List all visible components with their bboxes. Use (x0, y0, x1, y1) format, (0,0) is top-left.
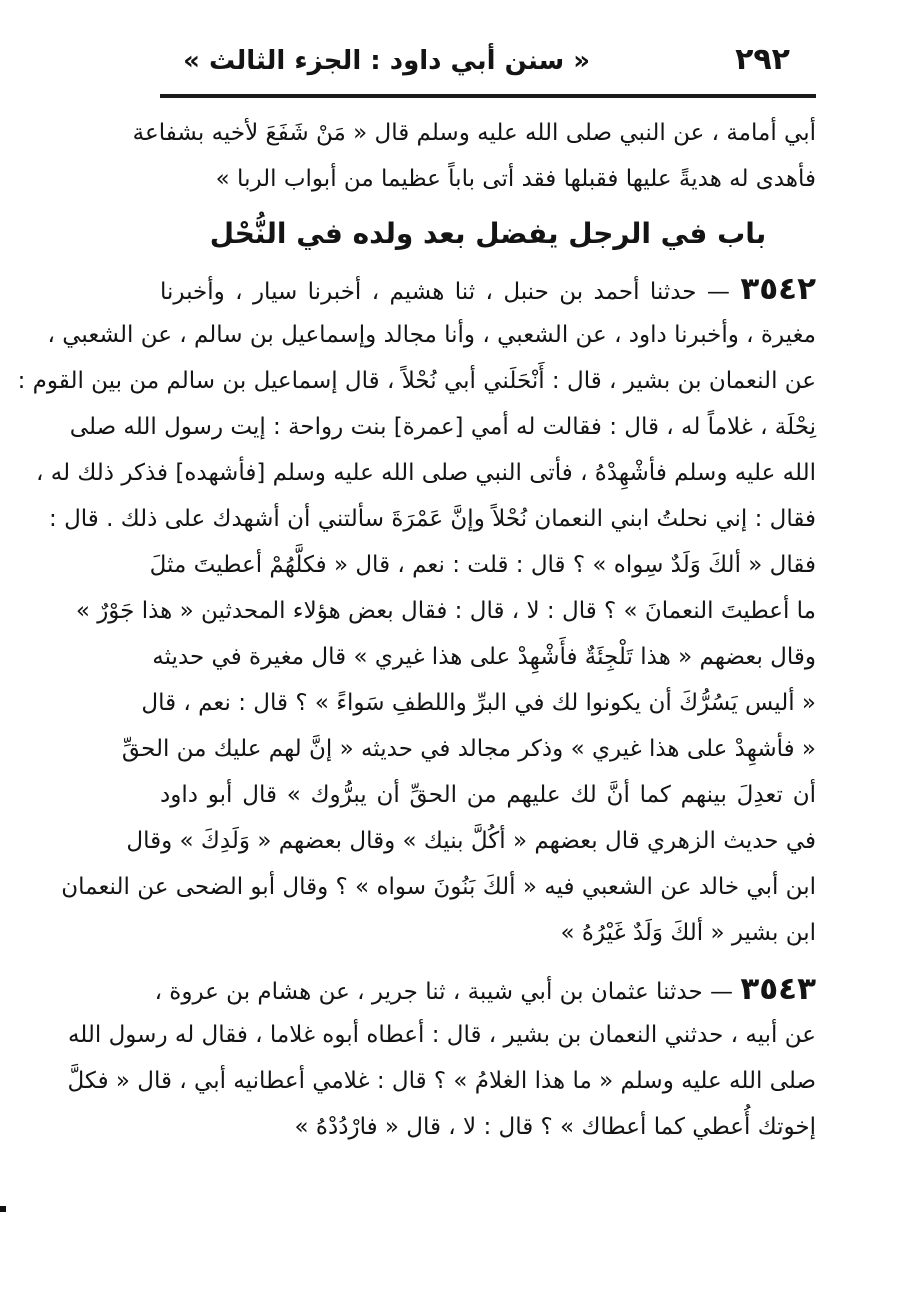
body-line: عن أبيه ، حدثني النعمان بن بشير ، قال : أعطاه أبوه غلاما ، فقال له رسول الله (67, 1022, 816, 1048)
chapter-title: باب في الرجل يفضل بعد ولده في النُّحْل (209, 217, 767, 250)
hadith-first-line-text: — حدثنا أحمد بن حنبل ، ثنا هشيم ، أخبرنا سيار ، وأخبرنا (160, 279, 730, 305)
page-header (160, 38, 816, 84)
body-line: إخوتك أُعطي كما أعطاك » ؟ قال : لا ، قال « فارْدُدْهُ » (294, 1114, 816, 1140)
page-number: ٢٩٢ (735, 42, 790, 77)
body-line: فقال « ألكَ وَلَدٌ سِواه » ؟ قال : قلت : نعم ، قال « فكلَّهُمْ أعطيتَ مثلَ (149, 552, 816, 578)
scan-margin-mark (0, 1206, 6, 1212)
body-line: مغيرة ، وأخبرنا داود ، عن الشعبي ، وأنا مجالد وإسماعيل بن سالم ، عن الشعبي ، (47, 322, 816, 348)
body-line: في حديث الزهري قال بعضهم « أكُلَّ بنيك » وقال بعضهم « وَلَدِكَ » وقال (126, 828, 816, 854)
body-line: أن تعدِلَ بينهم كما أنَّ لك عليهم من الحقِّ أن يبرُّوك » قال أبو داود (160, 782, 816, 808)
hadith-first-line (154, 966, 816, 1012)
body-line: ابن أبي خالد عن الشعبي فيه « ألكَ بَنُونَ سواه » ؟ وقال أبو الضحى عن النعمان (61, 874, 816, 900)
body-line: فأهدى له هديةً عليها فقبلها فقد أتى باباً عظيما من أبواب الربا » (215, 166, 816, 192)
body-line: ابن بشير « ألكَ وَلَدٌ غَيْرُهُ » (560, 920, 816, 946)
hadith-number: ٣٥٤٣ (740, 971, 816, 1007)
body-line: « أليس يَسُرُّكَ أن يكونوا لك في البرِّ واللطفِ سَواءً » ؟ قال : نعم ، قال (141, 690, 816, 716)
body-line: نِحْلَة ، غلاماً له ، قال : فقالت له أمي [عمرة] بنت رواحة : إيت رسول الله صلى (69, 414, 816, 440)
body-line: « فأشهِدْ على هذا غيري » وذكر مجالد في حديثه « إنَّ لهم عليك من الحقِّ (121, 736, 816, 762)
body-line: صلى الله عليه وسلم « ما هذا الغلامُ » ؟ قال : غلامي أعطانيه أبي ، قال « فكلَّ (67, 1068, 816, 1094)
body-line: فقال : إني نحلتُ ابني النعمان نُحْلاً وإنَّ عَمْرَةَ سألتني أن أشهدك على ذلك . قال : (49, 506, 816, 532)
running-title: « سنن أبي داود : الجزء الثالث » (183, 46, 590, 76)
page-body (17, 110, 816, 1150)
header-rule (160, 94, 816, 98)
hadith-first-line (160, 266, 816, 312)
paragraph-gap (160, 956, 816, 966)
body-line: أبي أمامة ، عن النبي صلى الله عليه وسلم قال « مَنْ شَفَعَ لأخيه بشفاعة (132, 120, 816, 146)
hadith-first-line-text: — حدثنا عثمان بن أبي شيبة ، ثنا جرير ، عن هشام بن عروة ، (154, 979, 733, 1005)
body-line: عن النعمان بن بشير ، قال : أَنْحَلَني أبي نُحْلاً ، قال إسماعيل بن سالم من بين القوم : (17, 368, 816, 394)
body-line: الله عليه وسلم فأشْهِدْهُ ، فأتى النبي صلى الله عليه وسلم [فأشهده] فذكر ذلك له ، (36, 460, 816, 486)
body-line: وقال بعضهم « هذا تَلْجِئَةٌ فأَشْهِدْ على هذا غيري » قال مغيرة في حديثه (152, 644, 816, 670)
hadith-number: ٣٥٤٢ (740, 271, 816, 307)
body-line: ما أعطيتَ النعمانَ » ؟ قال : لا ، قال : فقال بعض هؤلاء المحدثين « هذا جَوْرٌ » (75, 598, 816, 624)
